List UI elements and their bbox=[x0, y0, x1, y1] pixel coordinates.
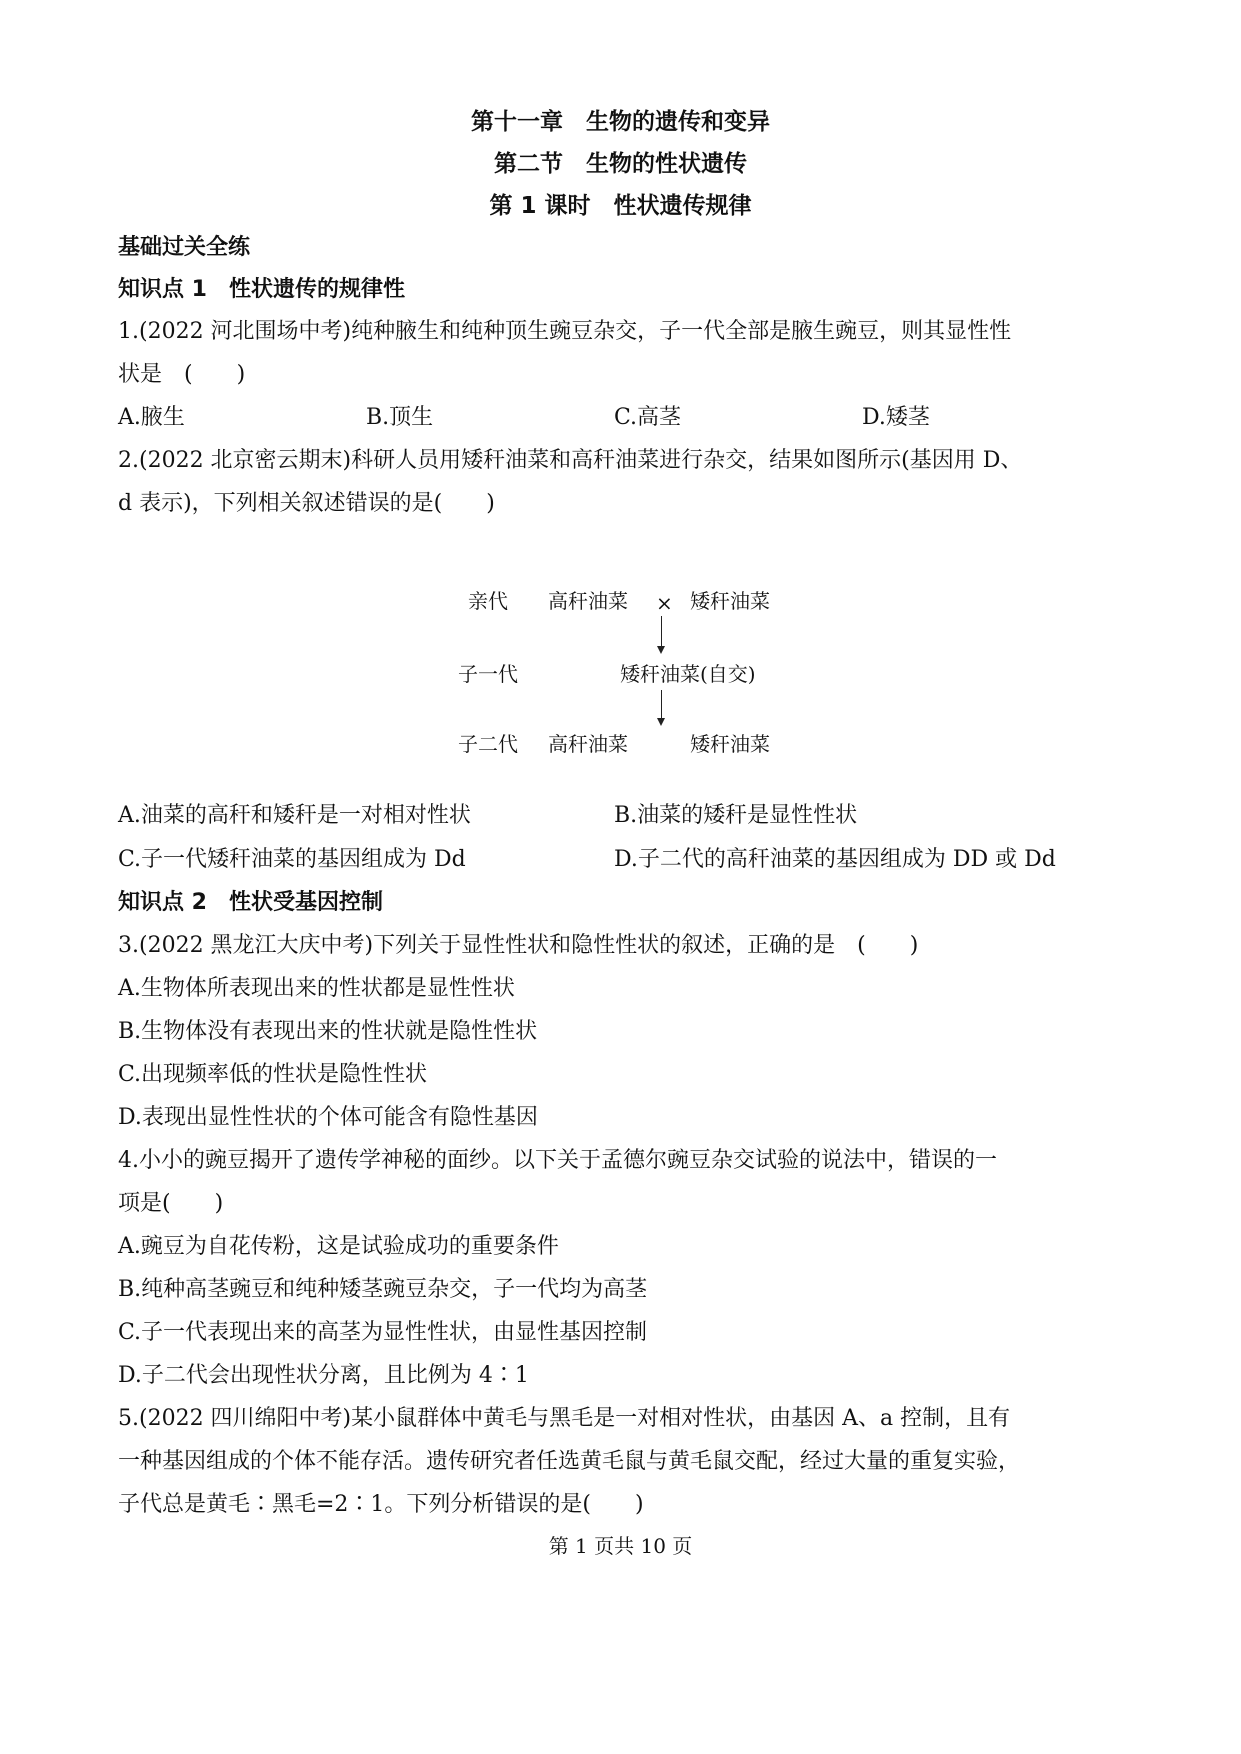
knowledge-point-2-heading: 知识点 2 性状受基因控制 bbox=[118, 890, 383, 915]
practice-heading: 基础过关全练 bbox=[118, 235, 251, 260]
diagram-f2-label: 子二代 bbox=[458, 732, 518, 756]
diagram-f2-right: 矮秆油菜 bbox=[690, 732, 770, 756]
question-3-option-b: B.生物体没有表现出来的性状就是隐性性状 bbox=[118, 1019, 538, 1044]
diagram-arrow-1-shaft bbox=[661, 616, 662, 646]
question-1-option-b: B.顶生 bbox=[366, 405, 434, 430]
question-1-line-2: 状是 ( ) bbox=[118, 362, 246, 387]
question-2-option-c: C.子一代矮秆油菜的基因组成为 Dd bbox=[118, 847, 466, 872]
diagram-f2-left: 高秆油菜 bbox=[548, 732, 628, 756]
question-4-option-a: A.豌豆为自花传粉，这是试验成功的重要条件 bbox=[118, 1234, 559, 1259]
question-2-line-2: d 表示)，下列相关叙述错误的是( ) bbox=[118, 491, 495, 516]
question-5-line-2: 一种基因组成的个体不能存活。遗传研究者任选黄毛鼠与黄毛鼠交配，经过大量的重复实验， bbox=[118, 1449, 1021, 1474]
question-3-option-d: D.表现出显性性状的个体可能含有隐性基因 bbox=[118, 1105, 538, 1130]
question-4-option-b: B.纯种高茎豌豆和纯种矮茎豌豆杂交，子一代均为高茎 bbox=[118, 1277, 648, 1302]
question-2-option-a: A.油菜的高秆和矮秆是一对相对性状 bbox=[118, 803, 471, 828]
diagram-arrow-2-shaft bbox=[661, 690, 662, 718]
chapter-title: 第十一章 生物的遗传和变异 bbox=[471, 109, 770, 135]
diagram-f1-label: 子一代 bbox=[458, 662, 518, 686]
question-4-line-1: 4.小小的豌豆揭开了遗传学神秘的面纱。以下关于孟德尔豌豆杂交试验的说法中，错误的一 bbox=[118, 1148, 997, 1173]
question-4-line-2: 项是( ) bbox=[118, 1191, 224, 1216]
question-1-option-c: C.高茎 bbox=[614, 405, 682, 430]
diagram-parent-right: 矮秆油菜 bbox=[690, 589, 770, 613]
diagram-arrow-1-head bbox=[657, 646, 665, 654]
question-1-option-a: A.腋生 bbox=[118, 405, 185, 430]
question-1-option-d: D.矮茎 bbox=[862, 405, 930, 430]
question-4-option-d: D.子二代会出现性状分离，且比例为 4∶1 bbox=[118, 1363, 529, 1388]
diagram-arrow-2-head bbox=[657, 718, 665, 726]
question-1-line-1: 1.(2022 河北围场中考)纯种腋生和纯种顶生豌豆杂交，子一代全部是腋生豌豆，则其显性性 bbox=[118, 319, 1012, 344]
question-3-line-1: 3.(2022 黑龙江大庆中考)下列关于显性性状和隐性性状的叙述，正确的是 ( ) bbox=[118, 933, 919, 958]
question-3-option-c: C.出现频率低的性状是隐性性状 bbox=[118, 1062, 428, 1087]
question-2-line-1: 2.(2022 北京密云期末)科研人员用矮秆油菜和高秆油菜进行杂交，结果如图所示(基因用 D、 bbox=[118, 448, 1023, 473]
diagram-f1-value: 矮秆油菜(自交) bbox=[620, 662, 756, 686]
diagram-parent-left: 高秆油菜 bbox=[548, 589, 628, 613]
question-5-line-1: 5.(2022 四川绵阳中考)某小鼠群体中黄毛与黑毛是一对相对性状，由基因 A、a 控制，且有 bbox=[118, 1406, 1011, 1431]
diagram-parent-label: 亲代 bbox=[468, 589, 508, 613]
question-2-option-b: B.油菜的矮秆是显性性状 bbox=[614, 803, 858, 828]
question-5-line-3: 子代总是黄毛∶黑毛=2∶1。下列分析错误的是( ) bbox=[118, 1492, 644, 1517]
section-title: 第二节 生物的性状遗传 bbox=[494, 151, 747, 177]
question-2-option-d: D.子二代的高秆油菜的基因组成为 DD 或 Dd bbox=[614, 847, 1056, 872]
knowledge-point-1-heading: 知识点 1 性状遗传的规律性 bbox=[118, 277, 405, 302]
page-footer: 第 1 页共 10 页 bbox=[548, 1534, 693, 1558]
lesson-title: 第 1 课时 性状遗传规律 bbox=[489, 193, 752, 219]
question-4-option-c: C.子一代表现出来的高茎为显性性状，由显性基因控制 bbox=[118, 1320, 648, 1345]
diagram-cross-symbol: × bbox=[656, 591, 673, 615]
question-3-option-a: A.生物体所表现出来的性状都是显性性状 bbox=[118, 976, 515, 1001]
